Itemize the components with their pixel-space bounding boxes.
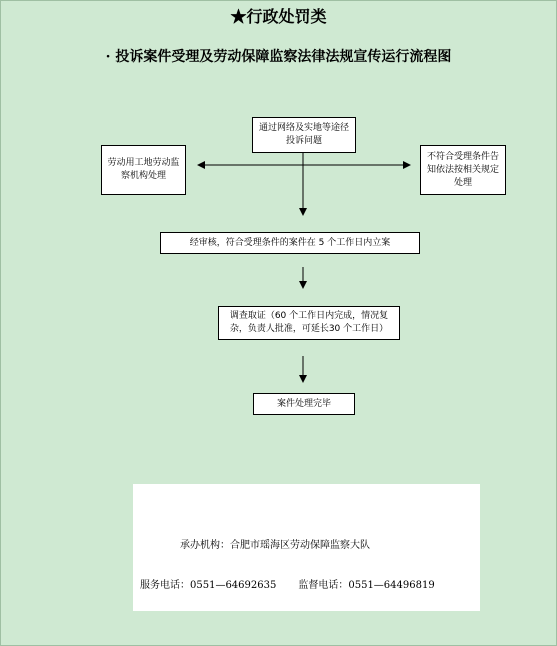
page-title: ★行政处罚类 xyxy=(230,7,327,26)
organization-line xyxy=(180,536,370,551)
flowchart-title: · 投诉案件受理及劳动保障监察法律法规宣传运行流程图 xyxy=(105,49,452,65)
node-source: 通过网络及实地等途径投诉问题 xyxy=(252,117,356,153)
service-phone-label: 服务电话： xyxy=(140,580,190,591)
node-left: 劳动用工地劳动监察机构处理 xyxy=(101,145,186,195)
node-right: 不符合受理条件告知依法按相关规定处理 xyxy=(420,145,506,195)
node-investigate: 调查取证（60 个工作日内完成，情况复杂，负责人批准，可延长30 个工作日） xyxy=(218,306,400,340)
supervise-phone-number: 0551—64496819 xyxy=(348,580,435,591)
node-accept: 经审核，符合受理条件的案件在 5 个工作日内立案 xyxy=(160,232,420,254)
organization-name: 合肥市瑶海区劳动保障监察大队 xyxy=(230,540,370,551)
contact-info-panel xyxy=(133,484,480,611)
service-phone-number: 0551—64692635 xyxy=(190,580,277,591)
organization-label: 承办机构： xyxy=(180,540,230,551)
node-close: 案件处理完毕 xyxy=(253,393,355,415)
supervise-phone-label: 监督电话： xyxy=(298,580,349,591)
phone-line xyxy=(140,576,435,591)
